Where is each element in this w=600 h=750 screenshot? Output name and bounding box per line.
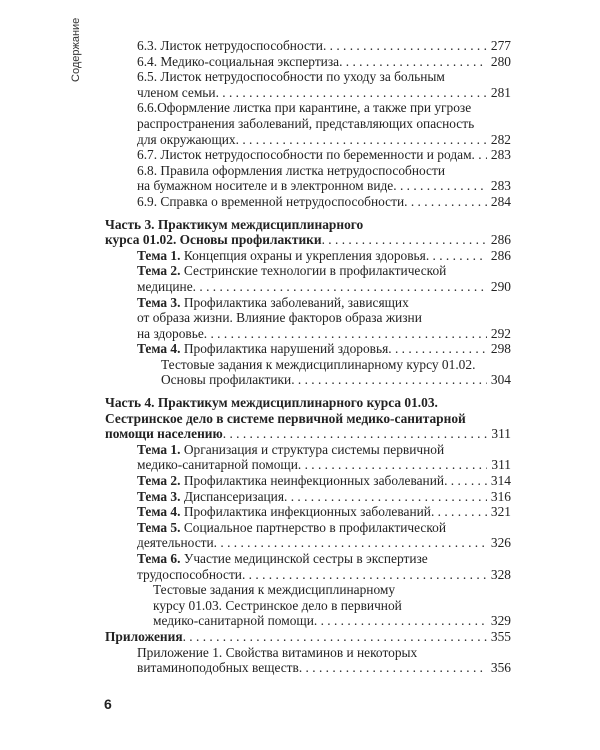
toc-part-4-tema-1[interactable] <box>137 442 511 473</box>
toc-leader-dots <box>322 232 487 248</box>
toc-part-4-tema-6[interactable] <box>137 551 511 582</box>
toc-tema-label: Тема 2. <box>137 263 181 279</box>
table-of-contents <box>105 38 511 676</box>
toc-entry-text: Приложения <box>105 628 183 644</box>
toc-entry-line: от образа жизни. Влияние факторов образа жизни <box>137 310 422 326</box>
toc-entry-text: медико-санитарной помощи <box>153 613 314 629</box>
toc-leader-dots <box>204 326 487 342</box>
toc-page-number: 290 <box>490 278 511 294</box>
toc-part-4-tests[interactable] <box>153 582 511 629</box>
toc-page-number: 314 <box>490 473 511 489</box>
toc-part-4[interactable] <box>105 395 511 442</box>
toc-part-4-tema-4[interactable] <box>137 504 511 520</box>
toc-tema-label: Тема 3. <box>137 294 181 310</box>
toc-entry-text: для окружающих <box>137 131 236 147</box>
toc-part-4-tema-2[interactable] <box>137 473 511 489</box>
toc-entry-6-3[interactable] <box>137 38 511 54</box>
toc-page-number: 281 <box>490 84 511 100</box>
toc-entry-6-8[interactable] <box>137 163 511 194</box>
toc-tema-label: Тема 1. <box>137 441 181 457</box>
toc-entry-text: 6.4. Медико-социальная экспертиза <box>137 53 340 69</box>
toc-entry-line: 6.8. Правила оформления листка нетрудоспособности <box>137 162 446 178</box>
toc-page-number: 316 <box>490 488 511 504</box>
toc-leader-dots <box>298 457 488 473</box>
toc-entry-6-7[interactable] <box>137 147 511 163</box>
toc-part-3-tema-1[interactable] <box>137 248 511 264</box>
toc-entry-line: Часть 4. Практикум междисциплинарного курса 01.03. <box>105 395 438 411</box>
toc-entry-text: 6.7. Листок нетрудоспособности по беременности и родам <box>137 147 472 163</box>
toc-page-number: 328 <box>490 566 511 582</box>
toc-leader-dots <box>426 248 487 264</box>
toc-entry-text: деятельности <box>137 535 214 551</box>
toc-part-3[interactable] <box>105 217 511 248</box>
toc-leader-dots <box>284 489 487 505</box>
toc-leader-dots <box>314 613 487 629</box>
toc-part-3-tema-4[interactable] <box>137 341 511 357</box>
toc-page-number: 292 <box>490 325 511 341</box>
toc-entry-line: 6.6.Оформление листка при карантине, а также при угрозе <box>137 100 472 116</box>
toc-entry-text: витаминоподобных веществ <box>137 660 299 676</box>
toc-entry-text: Диспансеризация <box>183 488 284 504</box>
toc-page-number: 283 <box>490 178 511 194</box>
toc-entry-6-4[interactable] <box>137 54 511 70</box>
toc-tema-label: Тема 2. <box>137 473 181 489</box>
toc-entry-line: Организация и структура системы первичной <box>183 441 445 457</box>
toc-leader-dots <box>472 147 487 163</box>
toc-page-number: 311 <box>491 457 511 473</box>
toc-leader-dots <box>216 85 487 101</box>
toc-entry-line: Тестовые задания к междисциплинарному курсу 01.02. <box>161 356 476 372</box>
toc-leader-dots <box>214 535 487 551</box>
toc-leader-dots <box>193 279 487 295</box>
toc-page-number: 321 <box>490 504 511 520</box>
toc-page-number: 311 <box>491 426 511 442</box>
toc-entry-text: членом семьи <box>137 84 216 100</box>
toc-leader-dots <box>223 426 488 442</box>
toc-part-4-tema-3[interactable] <box>137 489 511 505</box>
toc-entry-text: трудоспособности <box>137 566 242 582</box>
toc-page-number: 355 <box>490 628 511 644</box>
toc-page-number: 277 <box>490 38 511 53</box>
toc-leader-dots <box>242 567 487 583</box>
toc-leader-dots <box>183 629 487 645</box>
toc-leader-dots <box>431 504 487 520</box>
toc-entry-text: 6.3. Листок нетрудоспособности <box>137 38 323 53</box>
toc-tema-label: Тема 1. <box>137 247 181 263</box>
toc-entry-text: 6.9. Справка о временной нетрудоспособности <box>137 193 405 209</box>
toc-leader-dots <box>299 660 487 676</box>
toc-page-number: 326 <box>490 535 511 551</box>
toc-page-number: 304 <box>490 372 511 388</box>
toc-leader-dots <box>393 178 487 194</box>
toc-tema-label: Тема 6. <box>137 551 181 566</box>
toc-entry-text: Профилактика инфекционных заболеваний <box>183 504 431 520</box>
toc-entry-text: помощи населению <box>105 426 223 442</box>
toc-page-number: 286 <box>490 232 511 248</box>
toc-entry-text: Профилактика нарушений здоровья <box>183 341 389 357</box>
toc-tema-label: Тема 4. <box>137 341 181 357</box>
toc-page-number: 282 <box>490 131 511 147</box>
toc-entry-text: на бумажном носителе и в электронном виде <box>137 178 394 194</box>
toc-entry-text: Концепция охраны и укрепления здоровья <box>183 247 426 263</box>
toc-part-3-tests[interactable] <box>161 357 511 388</box>
toc-entry-line: Участие медицинской сестры в экспертизе <box>183 551 428 566</box>
toc-entry-line: Сестринские технологии в профилактической <box>183 263 447 279</box>
toc-page-number: 329 <box>490 613 511 629</box>
toc-appendices[interactable] <box>105 629 511 645</box>
toc-entry-line: Часть 3. Практикум междисциплинарного <box>105 216 364 232</box>
toc-entry-text: курса 01.02. Основы профилактики <box>105 232 322 248</box>
toc-leader-dots <box>236 132 487 148</box>
toc-entry-line: курсу 01.03. Сестринское дело в первичной <box>153 597 402 613</box>
toc-entry-text: медико-санитарной помощи <box>137 457 298 473</box>
toc-tema-label: Тема 4. <box>137 504 181 520</box>
toc-page-number: 356 <box>490 660 511 676</box>
toc-page-number: 298 <box>490 341 511 357</box>
toc-entry-text: Профилактика неинфекционных заболеваний <box>183 473 445 489</box>
running-header-vertical: Содержание <box>70 17 82 82</box>
toc-page-number: 283 <box>490 147 511 163</box>
toc-leader-dots <box>444 473 487 489</box>
toc-entry-line: Профилактика заболеваний, зависящих <box>183 294 409 310</box>
toc-page-number: 286 <box>490 247 511 263</box>
toc-leader-dots <box>323 38 487 54</box>
toc-entry-text: Основы профилактики <box>161 372 292 388</box>
page-number: 6 <box>104 696 112 712</box>
toc-entry-line: распространения заболеваний, представляющих опасность <box>137 115 475 131</box>
toc-leader-dots <box>404 194 487 210</box>
toc-entry-line: Приложение 1. Свойства витаминов и некоторых <box>137 644 418 660</box>
toc-appendix-1[interactable] <box>137 645 511 676</box>
toc-tema-label: Тема 5. <box>137 519 181 535</box>
toc-entry-line: Тестовые задания к междисциплинарному <box>153 582 396 598</box>
toc-entry-6-9[interactable] <box>137 194 511 210</box>
toc-tema-label: Тема 3. <box>137 488 181 504</box>
toc-page-number: 280 <box>490 53 511 69</box>
toc-entry-6-5[interactable] <box>137 69 511 100</box>
toc-part-3-tema-2[interactable] <box>137 263 511 294</box>
toc-entry-6-6[interactable] <box>137 100 511 147</box>
toc-leader-dots <box>291 372 487 388</box>
toc-leader-dots <box>388 341 487 357</box>
toc-page-number: 284 <box>490 193 511 209</box>
toc-entry-line: Социальное партнерство в профилактической <box>183 519 447 535</box>
toc-part-4-tema-5[interactable] <box>137 520 511 551</box>
toc-entry-line: Сестринское дело в системе первичной медико-санитарной <box>105 410 466 426</box>
toc-entry-text: на здоровье <box>137 325 204 341</box>
toc-part-3-tema-3[interactable] <box>137 295 511 342</box>
toc-leader-dots <box>339 54 487 70</box>
toc-entry-line: 6.5. Листок нетрудоспособности по уходу за больным <box>137 69 445 85</box>
toc-entry-text: медицине <box>137 278 193 294</box>
